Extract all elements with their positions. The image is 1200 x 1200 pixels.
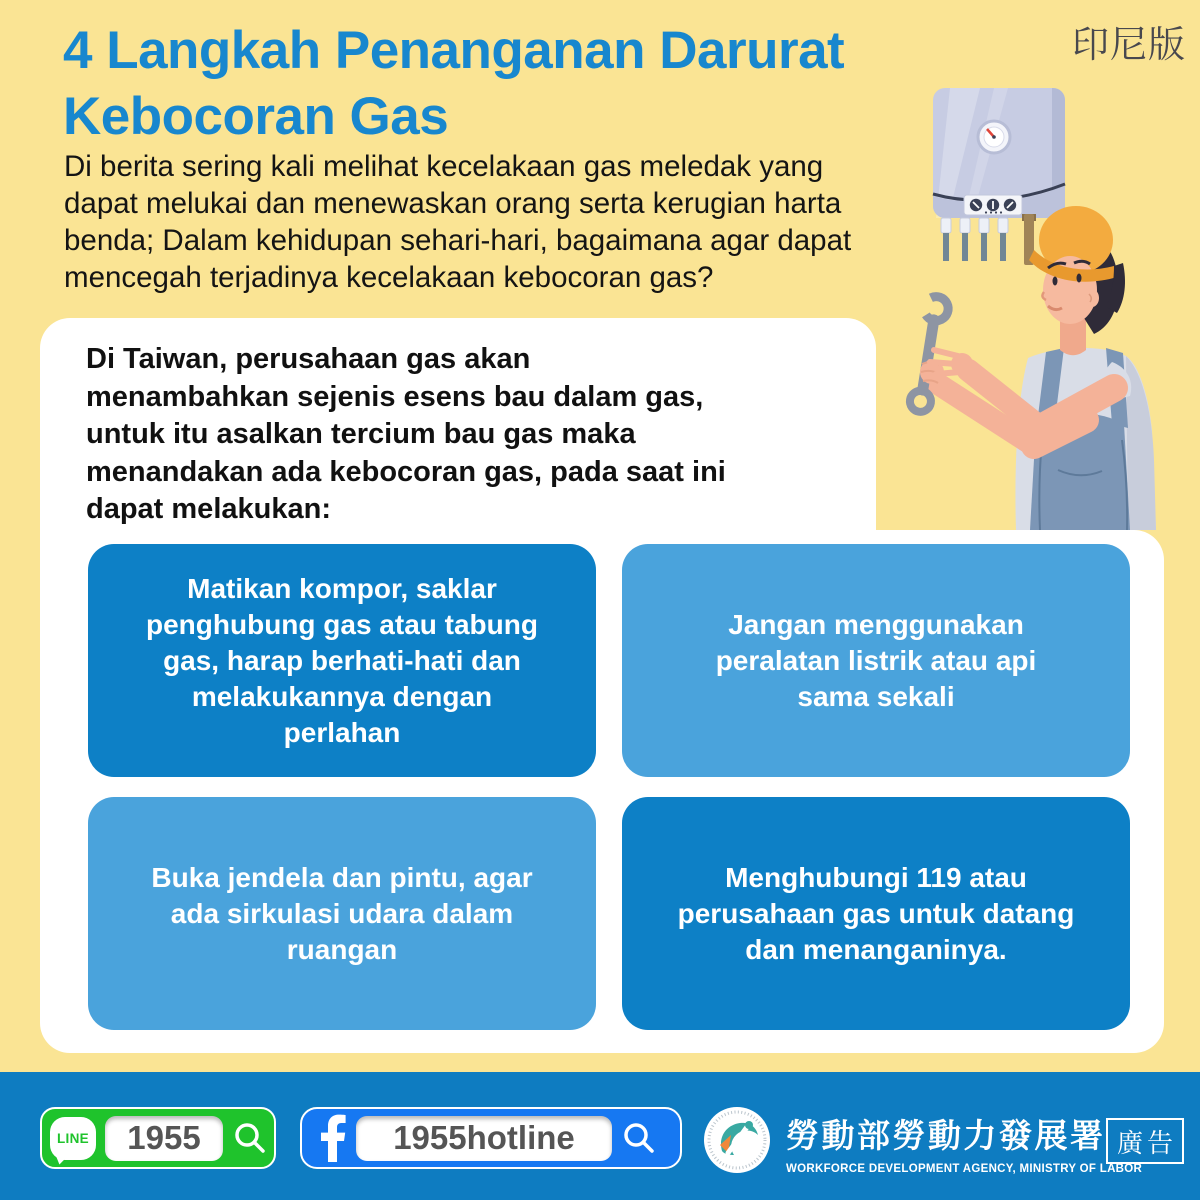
footer-bar [0, 1072, 1200, 1200]
step-box-3 [88, 797, 596, 1030]
agency-logo-icon [704, 1107, 770, 1173]
step-line: ada sirkulasi udara dalam [170, 897, 514, 929]
step-line: perusahaan gas untuk datang [677, 897, 1075, 929]
intro-paragraph [64, 148, 851, 296]
step-line: ruangan [286, 933, 398, 965]
water-heater-worker-illustration [876, 0, 1200, 530]
search-icon[interactable] [233, 1121, 267, 1155]
step-line: Jangan menggunakan [728, 608, 1024, 640]
ad-badge: 廣告 [1106, 1118, 1184, 1164]
line-search-input[interactable]: 1955 [105, 1116, 223, 1161]
step-line: perlahan [283, 716, 401, 748]
facebook-icon [318, 1114, 346, 1162]
facebook-search-input[interactable]: 1955hotline [356, 1116, 612, 1161]
page-title [63, 18, 844, 150]
step-line: Matikan kompor, saklar [187, 572, 497, 604]
intro-line: dapat melukai dan menewaskan orang serta kerugian harta [64, 187, 842, 220]
line-logo-text: LINE [57, 1130, 89, 1146]
step-box-2 [622, 544, 1130, 777]
illustration-panel [876, 0, 1200, 530]
step-line: Menghubungi 119 atau [725, 861, 1027, 893]
search-icon[interactable] [622, 1121, 656, 1155]
intro-line: mencegah terjadinya kecelakaan kebocoran gas? [64, 261, 714, 294]
intro-line: Di berita sering kali melihat kecelakaan gas meledak yang [64, 150, 824, 183]
step-line: gas, harap berhati-hati dan [163, 644, 521, 676]
lead-line: menandakan ada kebocoran gas, pada saat ini [86, 455, 726, 488]
card-lead-text [86, 341, 726, 529]
edition-label: 印尼版 [1072, 24, 1186, 65]
title-line-2: Kebocoran Gas [63, 87, 449, 146]
lead-line: menambahkan sejenis esens bau dalam gas, [86, 380, 704, 413]
facebook-search-badge[interactable] [300, 1107, 682, 1169]
heater-pipes [941, 214, 1036, 265]
step-line: Buka jendela dan pintu, agar [151, 861, 533, 893]
agency-name [786, 1110, 1142, 1175]
lead-line: dapat melakukan: [86, 493, 331, 525]
line-logo-icon [50, 1117, 96, 1160]
lead-line: untuk itu asalkan tercium bau gas maka [86, 418, 636, 450]
line-search-badge[interactable] [40, 1107, 276, 1169]
intro-line: benda; Dalam kehidupan sehari-hari, bagaimana agar dapat [64, 224, 852, 257]
step-box-4 [622, 797, 1130, 1030]
step-line: dan menanganinya. [745, 933, 1007, 965]
agency-name-english: WORKFORCE DEVELOPMENT AGENCY, MINISTRY OF LABOR [786, 1163, 1143, 1175]
step-line: sama sekali [797, 680, 955, 712]
lead-line: Di Taiwan, perusahaan gas akan [86, 343, 531, 375]
title-line-1: 4 Langkah Penanganan Darurat [63, 21, 845, 80]
step-line: melakukannya dengan [191, 680, 493, 712]
step-box-1 [88, 544, 596, 777]
step-line: penghubung gas atau tabung [146, 608, 538, 640]
agency-name-chinese: 勞動部勞動力發展署 [786, 1117, 1106, 1154]
step-line: peralatan listrik atau api [715, 644, 1037, 676]
